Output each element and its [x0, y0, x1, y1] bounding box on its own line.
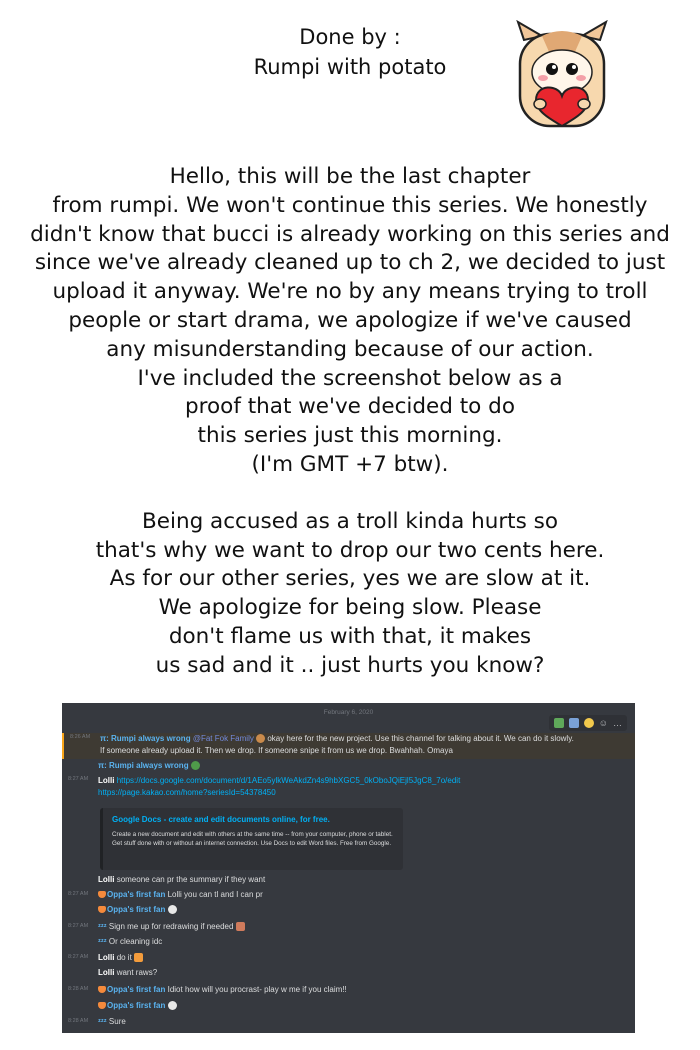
- timestamp: 8:27 AM: [68, 954, 89, 960]
- message-row: [62, 775, 635, 801]
- message-line: [98, 890, 263, 899]
- username[interactable]: Oppa's first fan: [107, 890, 166, 899]
- person-emoji-icon: [236, 922, 245, 931]
- notice-line: from rumpi. We won't continue this series. We honestly: [52, 192, 648, 218]
- username[interactable]: ᶻᶻᶻ: [98, 1017, 107, 1026]
- notice-line: didn't know that bucci is already working on this series and: [30, 221, 670, 247]
- message-line: [98, 1001, 177, 1010]
- message-text: If someone already upload it. Then we drop. If someone snipe it from us we drop. Bwahhah. Omaya: [100, 746, 453, 755]
- reaction-icon[interactable]: [569, 718, 579, 728]
- message-text: Lolli you can tl and I can pr: [167, 890, 263, 899]
- message-line: [98, 905, 177, 914]
- notice-line: I've included the screenshot below as a: [137, 365, 563, 391]
- message-row: [62, 761, 635, 774]
- notice-line: upload it anyway. We're no by any means trying to troll: [52, 279, 648, 305]
- message-line: [98, 937, 162, 946]
- message-row: [62, 922, 635, 935]
- notice-line: As for our other series, yes we are slow at it.: [109, 566, 591, 592]
- paragraph-gap: [10, 480, 690, 508]
- sticker-emoji-icon: [168, 1001, 177, 1010]
- username[interactable]: Lolli: [98, 953, 115, 962]
- message-text: Idiot how will you procrast- play w me if you claim!!: [167, 985, 347, 994]
- docs-link[interactable]: https://docs.google.com/document/d/1AEo5ylkWeAkdZn4s9hbXGC5_0kOboJQiEjl5JgC8_7o/edit: [116, 776, 461, 785]
- date-divider: February 6, 2020: [323, 709, 374, 716]
- message-text: Sign me up for redrawing if needed: [108, 922, 234, 931]
- notice-line: this series just this morning.: [197, 423, 503, 449]
- link-embed[interactable]: [100, 808, 403, 870]
- timestamp: 8:27 AM: [68, 891, 89, 897]
- notice-line: that's why we want to drop our two cents here.: [95, 537, 605, 563]
- timestamp: 8:27 AM: [68, 923, 89, 929]
- message-line: [100, 734, 574, 743]
- timestamp: 8:27 AM: [68, 776, 89, 782]
- credit-line-1: Done by :: [299, 25, 401, 49]
- timestamp: 8:28 AM: [68, 1018, 89, 1024]
- username[interactable]: Oppa's first fan: [107, 985, 166, 994]
- reaction-icon[interactable]: [554, 718, 564, 728]
- notice-line: We apologize for being slow. Please: [158, 595, 542, 621]
- message-row: [62, 890, 635, 903]
- message-line: [98, 875, 265, 884]
- notice-line: Being accused as a troll kinda hurts so: [142, 508, 558, 534]
- message-text: do it: [116, 953, 132, 962]
- message-line: [98, 776, 460, 785]
- fox-icon: [98, 986, 106, 993]
- message-row: [62, 937, 635, 950]
- role-mention[interactable]: @Fat Fok Family: [192, 734, 254, 743]
- emoji-icon[interactable]: [584, 718, 594, 728]
- notice-line: (I'm GMT +7 btw).: [251, 451, 449, 477]
- message-text: want raws?: [116, 968, 158, 977]
- timestamp: 8:28 AM: [68, 986, 89, 992]
- message-line: [98, 922, 245, 931]
- notice-text: [10, 163, 690, 681]
- notice-line: any misunderstanding because of our action.: [106, 336, 594, 362]
- message-line: [98, 761, 200, 770]
- message-text: someone can pr the summary if they want: [116, 875, 266, 884]
- credit-line-2: Rumpi with potato: [253, 55, 447, 79]
- potato-emoji-icon: [256, 734, 265, 743]
- message-row: [62, 733, 635, 759]
- message-line: [98, 1017, 126, 1026]
- message-line: [98, 985, 347, 994]
- username[interactable]: Oppa's first fan: [107, 1001, 166, 1010]
- more-options-icon[interactable]: …: [613, 718, 622, 728]
- username[interactable]: Lolli: [98, 875, 115, 884]
- sticker-emoji-icon: [168, 905, 177, 914]
- username[interactable]: Lolli: [98, 776, 115, 785]
- embed-description: Create a new document and edit with others at the same time -- from your computer, phone or tablet. Get stuff done with or without an internet connection. Use Docs to edit Word files. Free from Google.: [112, 831, 393, 847]
- message-line: [98, 953, 143, 962]
- message-row: [62, 1001, 635, 1014]
- username[interactable]: π: Rumpi always wrong: [100, 734, 191, 743]
- notice-line: Hello, this will be the last chapter: [169, 164, 531, 189]
- notice-line: us sad and it .. just hurts you know?: [155, 652, 545, 678]
- fox-icon: [98, 1002, 106, 1009]
- message-row: [62, 953, 635, 966]
- username[interactable]: ᶻᶻᶻ: [98, 922, 107, 931]
- credit-block: [200, 22, 500, 82]
- notice-line: since we've already cleaned up to ch 2, we decided to just: [34, 250, 666, 276]
- message-text: Sure: [108, 1017, 126, 1026]
- username[interactable]: π: Rumpi always wrong: [98, 761, 189, 770]
- message-row: [62, 875, 635, 888]
- message-toolbar: [549, 715, 627, 731]
- username[interactable]: ᶻᶻᶻ: [98, 937, 107, 946]
- username[interactable]: Lolli: [98, 968, 115, 977]
- notice-line: people or start drama, we apologize if we've caused: [68, 307, 632, 333]
- fox-icon: [98, 906, 106, 913]
- username[interactable]: Oppa's first fan: [107, 905, 166, 914]
- notice-line: proof that we've decided to do: [185, 394, 515, 420]
- notice-line: don't flame us with that, it makes: [168, 623, 532, 649]
- timestamp: 8:26 AM: [70, 734, 91, 740]
- message-line: [98, 968, 157, 977]
- message-text: Or cleaning idc: [108, 937, 163, 946]
- message-row: [62, 985, 635, 998]
- message-row: [62, 1017, 635, 1030]
- message-row: [62, 968, 635, 981]
- cat-hat-heart-mascot-icon: [512, 20, 612, 130]
- bread-emoji-icon: [134, 953, 143, 962]
- discord-screenshot: [62, 703, 635, 1033]
- kakao-link[interactable]: https://page.kakao.com/home?seriesId=54378450: [98, 788, 276, 797]
- frog-emoji-icon: [191, 761, 200, 770]
- fox-icon: [98, 891, 106, 898]
- message-text: okay here for the new project. Use this channel for talking about it. We can do it slowly.: [267, 734, 574, 743]
- add-reaction-icon[interactable]: ☺: [598, 718, 608, 728]
- embed-title[interactable]: Google Docs - create and edit documents online, for free.: [112, 815, 330, 824]
- message-row: [62, 905, 635, 918]
